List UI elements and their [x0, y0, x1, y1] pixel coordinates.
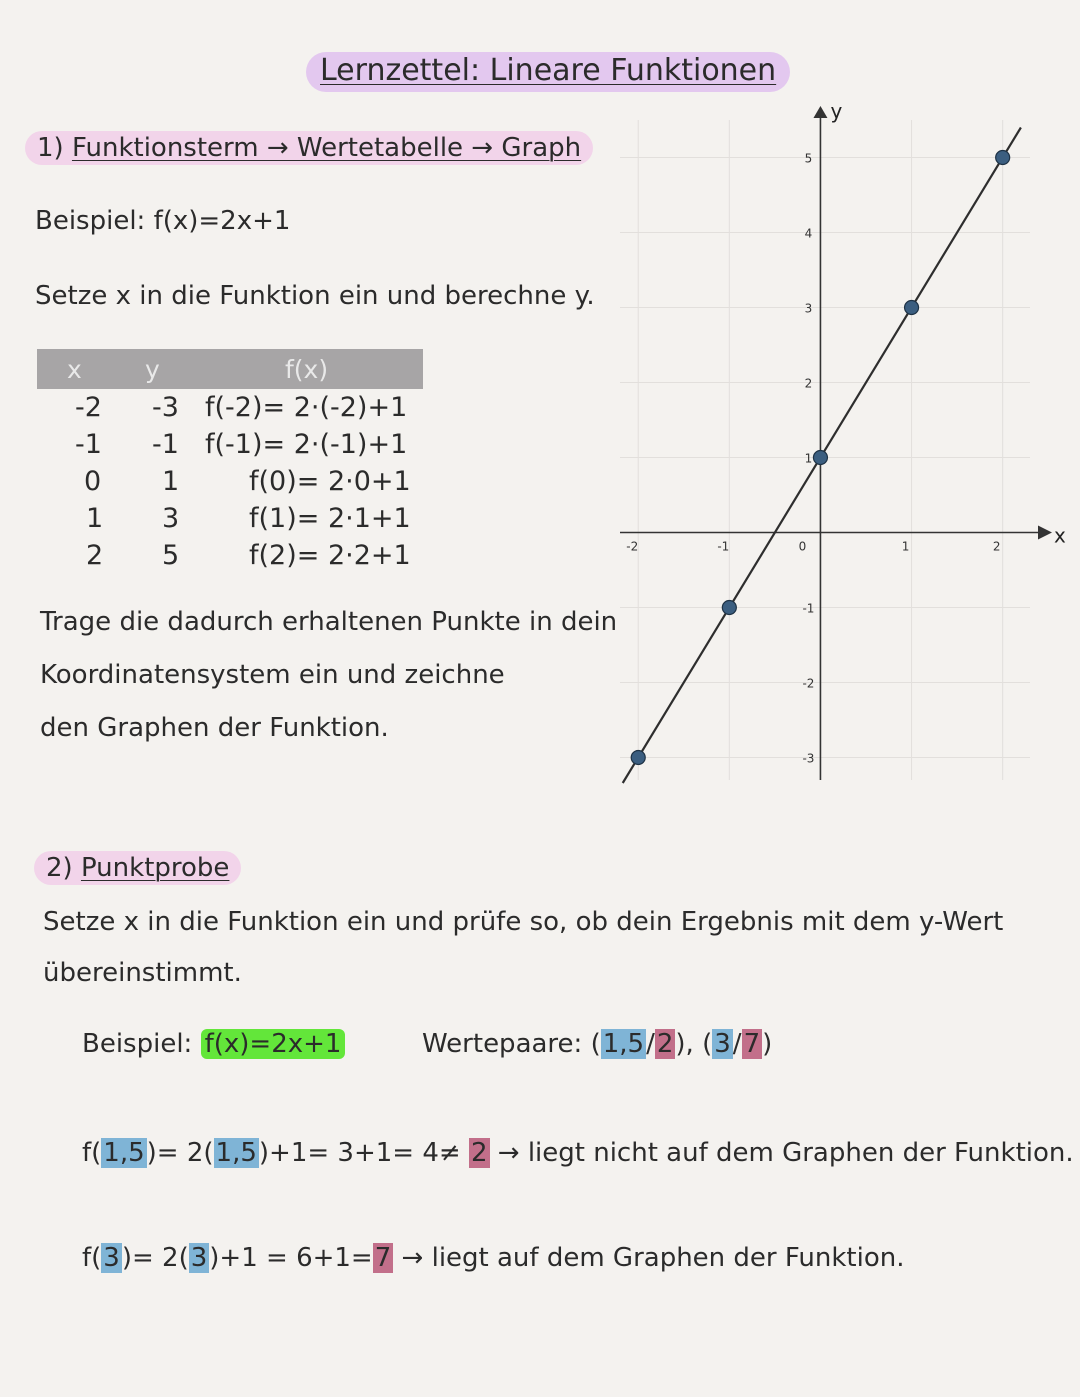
punktprobe-example	[82, 1027, 345, 1061]
calc-2-y: 7	[374, 1243, 392, 1273]
pair-1-y: 2	[656, 1029, 674, 1059]
calc-1-y: 2	[470, 1138, 488, 1168]
y-tick-label: 4	[804, 226, 813, 241]
value-table-header	[37, 349, 423, 389]
x-tick-label: -2	[626, 539, 639, 554]
x-tick-label: 1	[901, 539, 910, 554]
cell-y: 5	[162, 540, 180, 571]
y-tick-label: 2	[804, 376, 813, 391]
data-point	[996, 151, 1010, 165]
calc-2-part-c: )+1 = 6+1=	[209, 1243, 373, 1273]
section-2-heading	[34, 851, 241, 885]
y-tick-label: -2	[802, 676, 815, 691]
coordinate-system-chart	[600, 99, 1066, 790]
example-function: f(x)=2x+1	[201, 1029, 346, 1059]
data-point	[631, 751, 645, 765]
calc-2-x2: 3	[190, 1243, 208, 1273]
calc-1-part-a: f(	[82, 1138, 102, 1168]
section-2-instruction-line-2: übereinstimmt.	[43, 958, 242, 988]
paragraph-line-2: Koordinatensystem ein und zeichne	[40, 660, 505, 690]
x-axis-arrow	[1038, 526, 1052, 540]
pair-2-y: 7	[743, 1029, 761, 1059]
section-1-number: 1)	[37, 133, 64, 163]
example-label: Beispiel:	[82, 1029, 193, 1059]
y-tick-label: 5	[804, 151, 813, 166]
calc-2-part-a: f(	[82, 1243, 102, 1273]
table-header-y: y	[145, 355, 160, 384]
cell-fx: f(0)= 2·0+1	[249, 466, 411, 497]
cell-x: -1	[75, 429, 102, 460]
calc-1-result: → liegt nicht auf dem Graphen der Funktion.	[497, 1138, 1074, 1168]
section-1-example: Beispiel: f(x)=2x+1	[35, 206, 291, 236]
y-axis-arrow	[813, 106, 827, 118]
pair-2: (3/7)	[702, 1029, 773, 1059]
pairs-label: Wertepaare:	[422, 1029, 583, 1059]
calculation-1	[82, 1136, 1074, 1170]
y-tick-label: 3	[804, 301, 813, 316]
calc-2-x: 3	[103, 1243, 120, 1273]
page-title: Lernzettel: Lineare Funktionen	[306, 52, 790, 92]
section-2-instruction-line-1: Setze x in die Funktion ein und prüfe so, ob dein Ergebnis mit dem y-Wert	[43, 907, 1004, 937]
calc-1-x: 1,5	[103, 1138, 145, 1168]
cell-y: -3	[152, 392, 179, 423]
y-tick-label: 1	[804, 451, 813, 466]
cell-y: 3	[162, 503, 180, 534]
calc-1-part-b: )= 2(	[146, 1138, 214, 1168]
cell-fx: f(2)= 2·2+1	[249, 540, 411, 571]
calc-1-x2: 1,5	[215, 1138, 257, 1168]
pair-2-x: 3	[714, 1029, 731, 1059]
x-tick-label: -1	[717, 539, 730, 554]
cell-y: 1	[162, 466, 180, 497]
pair-1-x: 1,5	[602, 1029, 645, 1059]
x-tick-label: 0	[798, 539, 807, 554]
y-tick-label: -3	[802, 751, 815, 766]
section-2-title: Punktprobe	[80, 853, 230, 883]
section-1-heading	[25, 131, 593, 165]
calculation-2	[82, 1241, 904, 1275]
cell-fx: f(1)= 2·1+1	[249, 503, 411, 534]
x-tick-label: 2	[992, 539, 1001, 554]
data-point	[905, 301, 919, 315]
cell-y: -1	[152, 429, 179, 460]
data-point	[722, 601, 736, 615]
cell-x: 2	[86, 540, 104, 571]
value-pairs	[422, 1027, 772, 1061]
paragraph-line-3: den Graphen der Funktion.	[40, 713, 389, 743]
y-tick-label: -1	[802, 601, 815, 616]
calc-2-part-b: )= 2(	[121, 1243, 189, 1273]
calc-1-part-c: )+1= 3+1= 4≠	[258, 1138, 461, 1168]
cell-fx: f(-2)= 2·(-2)+1	[205, 392, 408, 423]
calc-2-result: → liegt auf dem Graphen der Funktion.	[401, 1243, 905, 1273]
cell-fx: f(-1)= 2·(-1)+1	[205, 429, 408, 460]
cell-x: 1	[86, 503, 104, 534]
pair-1: (1,5/2),	[590, 1029, 694, 1059]
cell-x: -2	[75, 392, 102, 423]
section-1-title: Funktionsterm → Wertetabelle → Graph	[71, 133, 582, 163]
cell-x: 0	[84, 466, 102, 497]
data-point	[813, 451, 827, 465]
table-header-fx: f(x)	[285, 355, 329, 384]
table-header-x: x	[67, 355, 82, 384]
paragraph-line-1: Trage die dadurch erhaltenen Punkte in dein	[40, 607, 618, 637]
x-axis-label: x	[1054, 523, 1066, 548]
section-2-number: 2)	[46, 853, 73, 883]
section-1-instruction: Setze x in die Funktion ein und berechne y.	[35, 281, 595, 311]
y-axis-label: y	[830, 99, 843, 123]
